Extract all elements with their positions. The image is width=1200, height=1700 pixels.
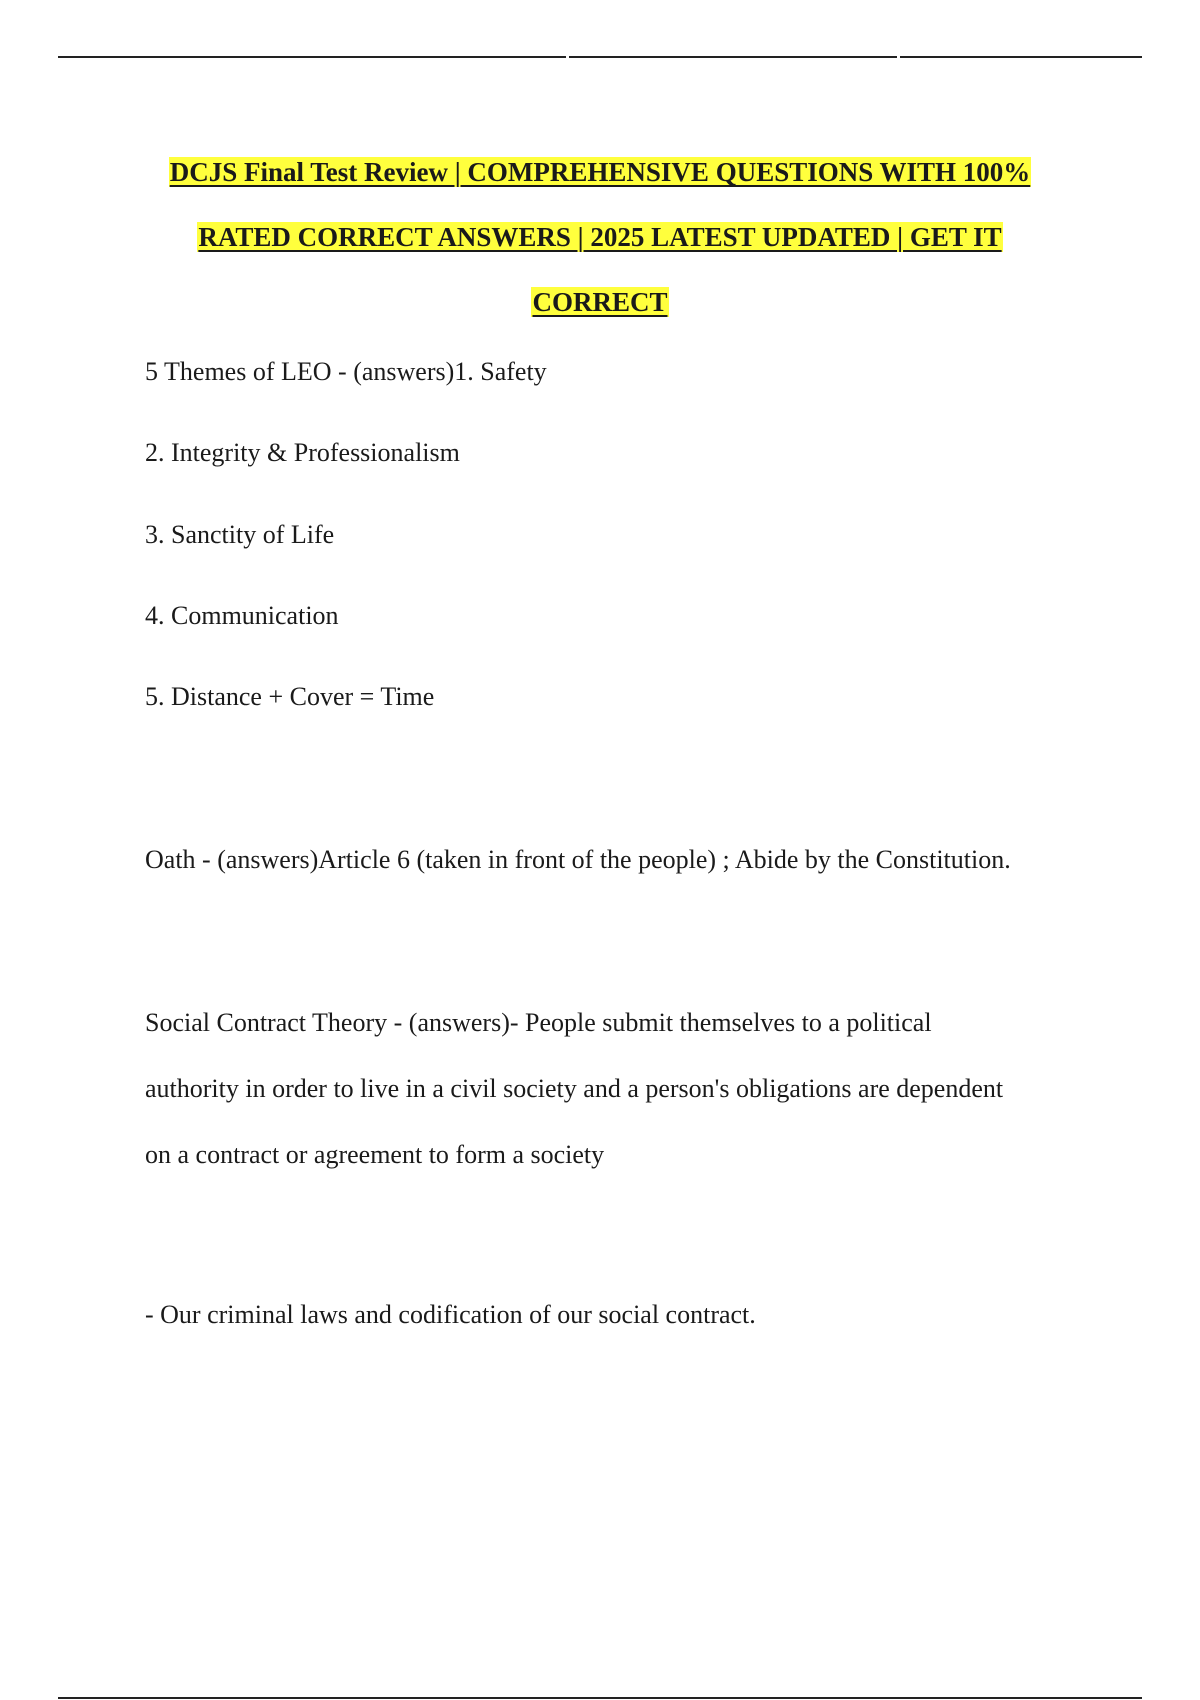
theme-item: 2. Integrity & Professionalism <box>145 438 460 467</box>
bottom-rule <box>58 1697 1142 1699</box>
rule-gap <box>566 54 569 60</box>
title-line: CORRECT <box>532 287 668 317</box>
theme-item: 4. Communication <box>145 601 339 630</box>
social-contract-paragraph <box>145 990 1003 1188</box>
paragraph-line: Social Contract Theory - (answers)- People submit themselves to a political <box>145 1008 932 1037</box>
paragraph-line: on a contract or agreement to form a society <box>145 1140 605 1169</box>
top-rule <box>58 56 1142 58</box>
criminal-laws-paragraph: - Our criminal laws and codification of our social contract. <box>145 1300 756 1329</box>
rule-gap <box>897 54 900 60</box>
themes-intro: 5 Themes of LEO - (answers)1. Safety <box>145 357 547 386</box>
oath-paragraph: Oath - (answers)Article 6 (taken in front of the people) ; Abide by the Constitution. <box>145 845 1011 874</box>
title-line: DCJS Final Test Review | COMPREHENSIVE QUESTIONS WITH 100% <box>169 157 1031 187</box>
paragraph-line: authority in order to live in a civil society and a person's obligations are dependent <box>145 1074 1004 1103</box>
theme-item: 5. Distance + Cover = Time <box>145 682 435 711</box>
document-title <box>100 140 1100 335</box>
title-line: RATED CORRECT ANSWERS | 2025 LATEST UPDATED | GET IT <box>198 222 1002 252</box>
theme-item: 3. Sanctity of Life <box>145 520 335 549</box>
